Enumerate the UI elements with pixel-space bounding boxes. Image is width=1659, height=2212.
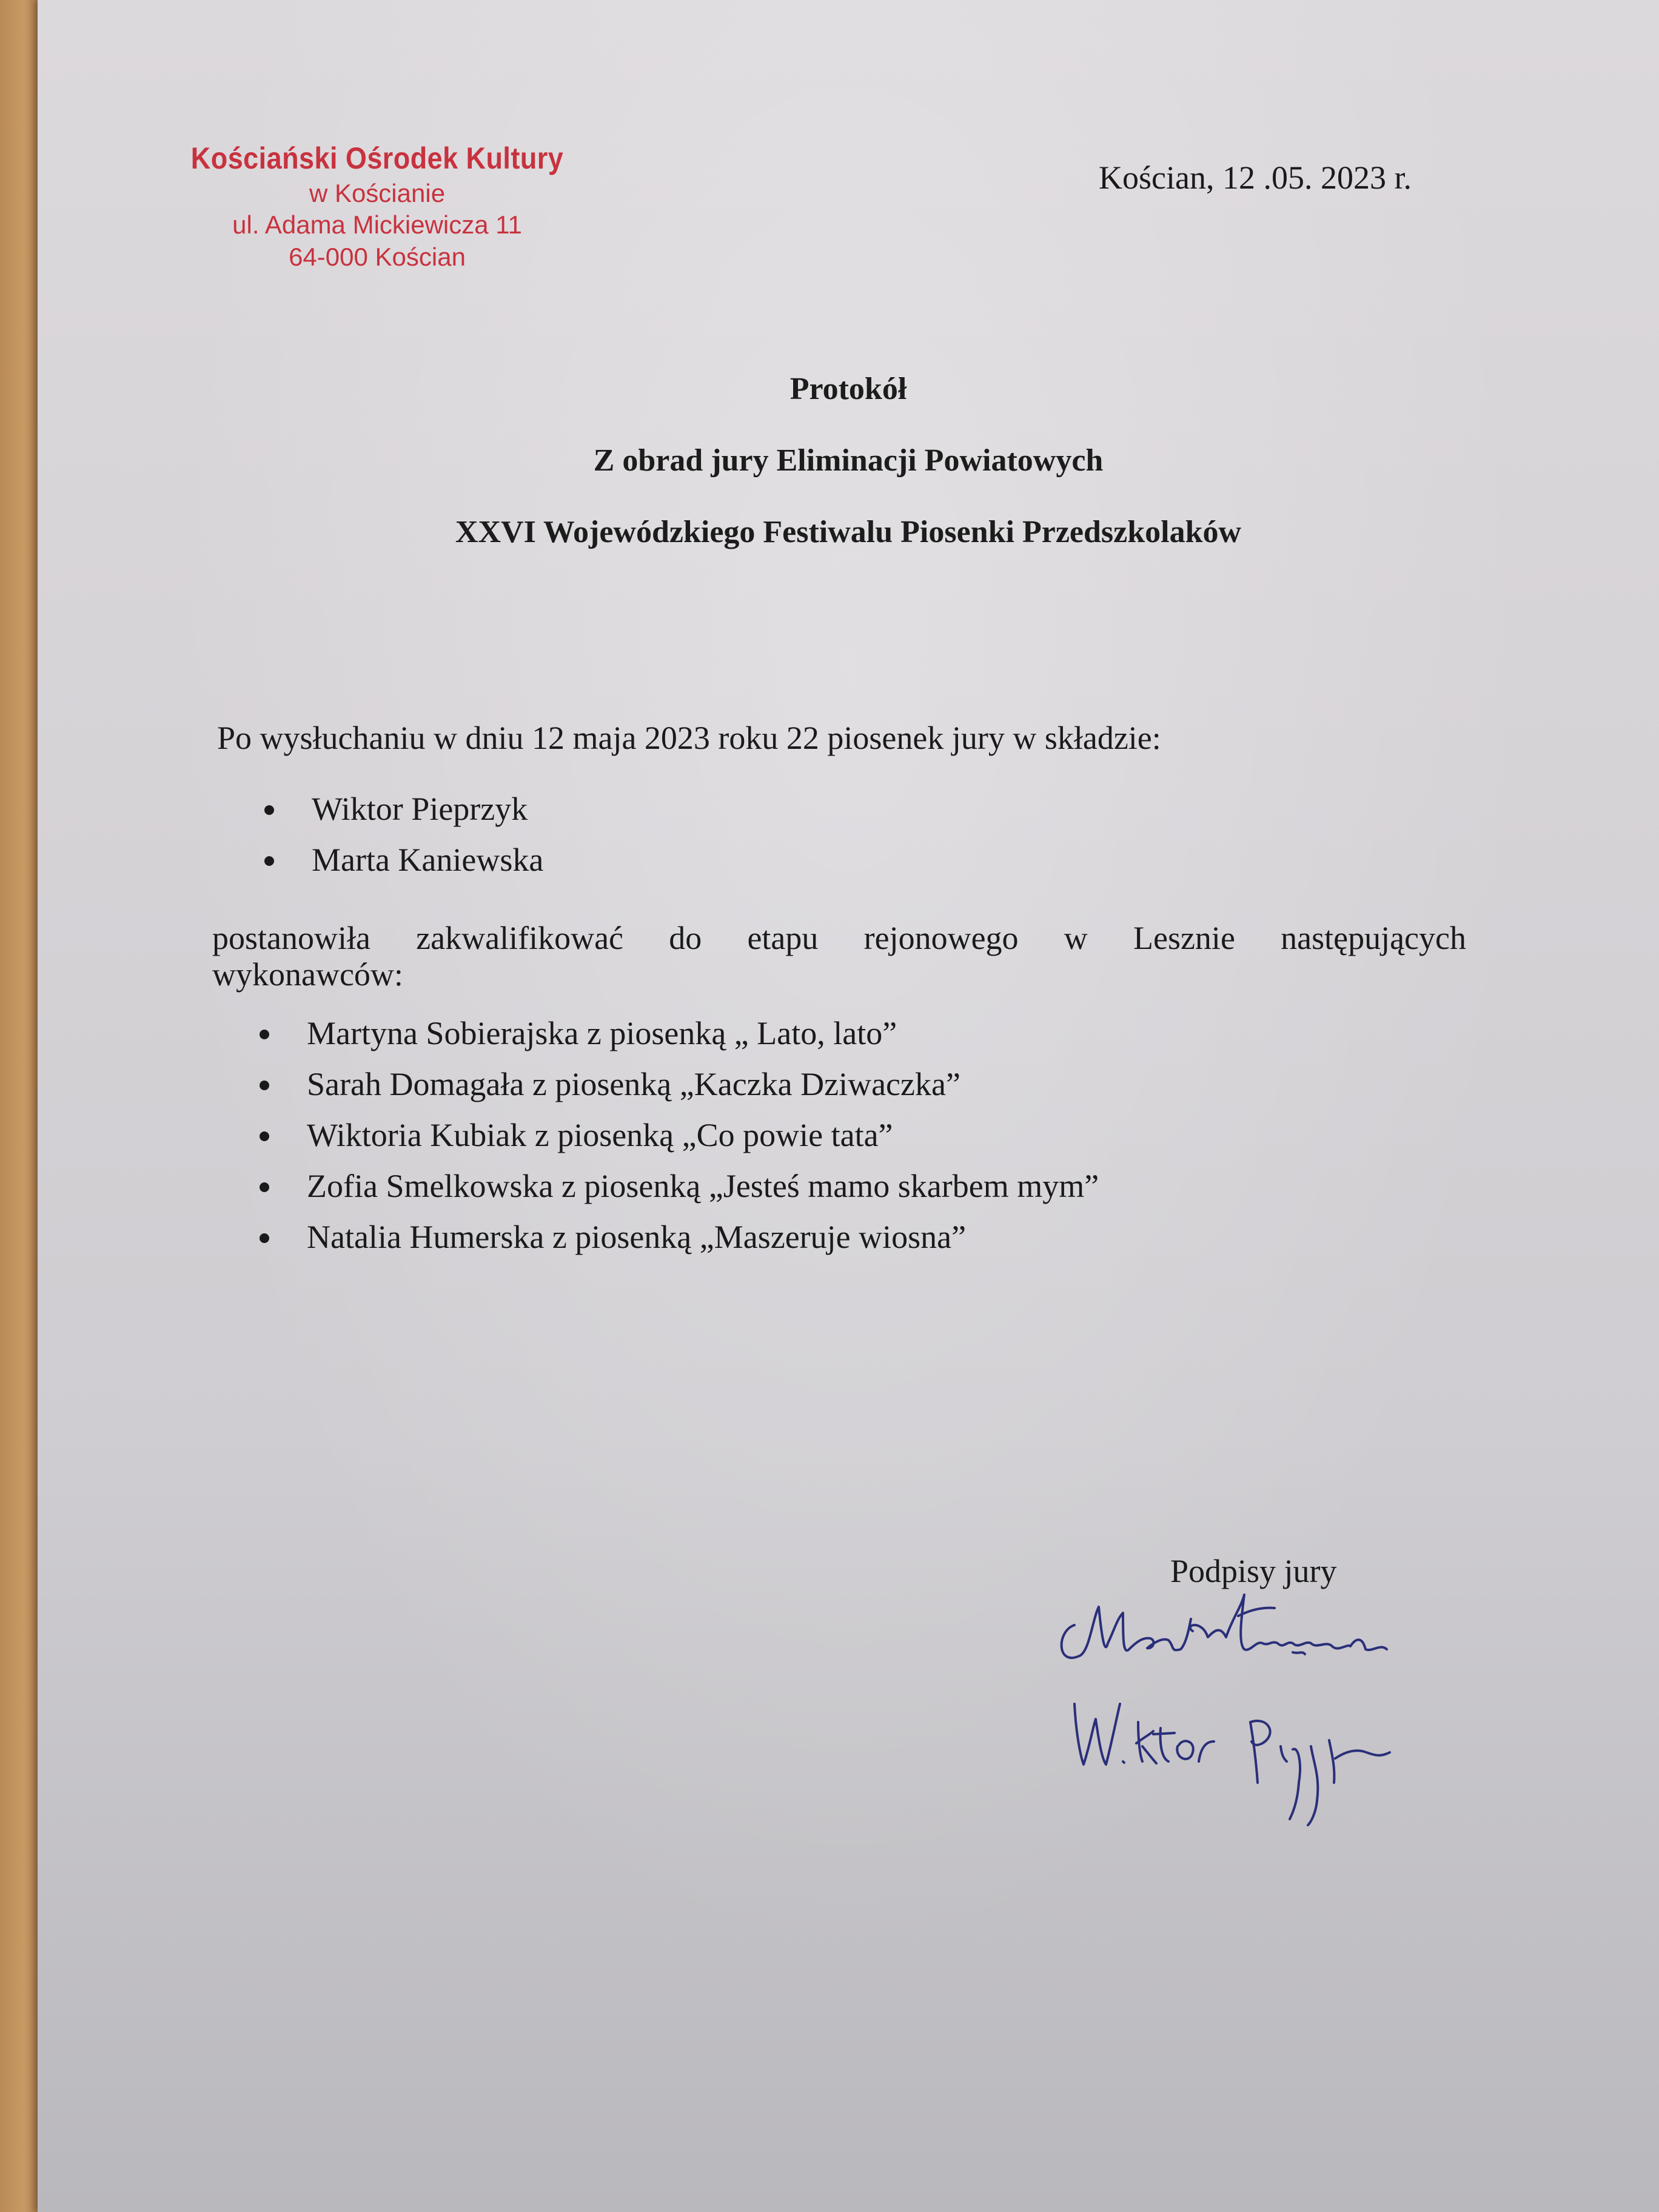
performer-entry: Sarah Domagała z piosenką „Kaczka Dziwaczka” bbox=[307, 1066, 960, 1102]
decision-paragraph: postanowiła zakwalifikować do etapu rejonowego w Lesznie następujących bbox=[212, 920, 1466, 956]
bullet-icon bbox=[260, 1131, 269, 1141]
jury-list bbox=[251, 783, 543, 885]
list-item bbox=[246, 1161, 1099, 1212]
performer-entry: Natalia Humerska z piosenką „Maszeruje wiosna” bbox=[307, 1219, 967, 1255]
jury-member-name: Marta Kaniewska bbox=[312, 842, 544, 878]
list-item bbox=[246, 1008, 1099, 1059]
stamp-organization-name: Kościański Ośrodek Kultury bbox=[190, 141, 564, 175]
performer-entry: Zofia Smelkowska z piosenką „Jesteś mamo skarbem mym” bbox=[307, 1168, 1099, 1204]
bullet-icon bbox=[260, 1233, 269, 1243]
stamp-postal: 64-000 Kościan bbox=[289, 242, 466, 271]
bullet-icon bbox=[260, 1081, 269, 1090]
document-date: Kościan, 12 .05. 2023 r. bbox=[1099, 159, 1412, 196]
signature-heading: Podpisy jury bbox=[1170, 1553, 1337, 1589]
stamp-city: w Kościanie bbox=[309, 178, 446, 207]
document-subtitle: Z obrad jury Eliminacji Powiatowych bbox=[593, 443, 1104, 478]
signature-marta-kaniewska bbox=[1062, 1595, 1387, 1658]
document-page bbox=[38, 0, 1659, 2212]
signature-wiktor-pieprzyk bbox=[1074, 1704, 1214, 1765]
intro-paragraph: Po wysłuchaniu w dniu 12 maja 2023 roku 22 piosenek jury w składzie: bbox=[217, 720, 1161, 756]
bullet-icon bbox=[260, 1030, 269, 1039]
handwritten-signatures bbox=[1032, 1583, 1456, 1837]
document-title: Protokół bbox=[789, 372, 907, 406]
list-item bbox=[251, 834, 543, 885]
bullet-icon bbox=[260, 1182, 269, 1192]
performer-entry: Martyna Sobierajska z piosenką „ Lato, lato” bbox=[307, 1015, 897, 1051]
list-item bbox=[251, 783, 543, 834]
document-subtitle-festival: XXVI Wojewódzkiego Festiwalu Piosenki Przedszkolaków bbox=[455, 515, 1242, 549]
bullet-icon bbox=[264, 856, 274, 866]
list-item bbox=[246, 1110, 1099, 1161]
jury-member-name: Wiktor Pieprzyk bbox=[312, 791, 528, 827]
list-item bbox=[246, 1059, 1099, 1110]
organization-stamp bbox=[165, 139, 589, 273]
qualified-performers-list bbox=[246, 1008, 1099, 1262]
list-item bbox=[246, 1212, 1099, 1262]
bullet-icon bbox=[264, 805, 274, 815]
performer-entry: Wiktoria Kubiak z piosenką „Co powie tata” bbox=[307, 1117, 893, 1153]
stamp-street: ul. Adama Mickiewicza 11 bbox=[232, 210, 522, 239]
decision-paragraph-end: wykonawców: bbox=[212, 956, 403, 993]
